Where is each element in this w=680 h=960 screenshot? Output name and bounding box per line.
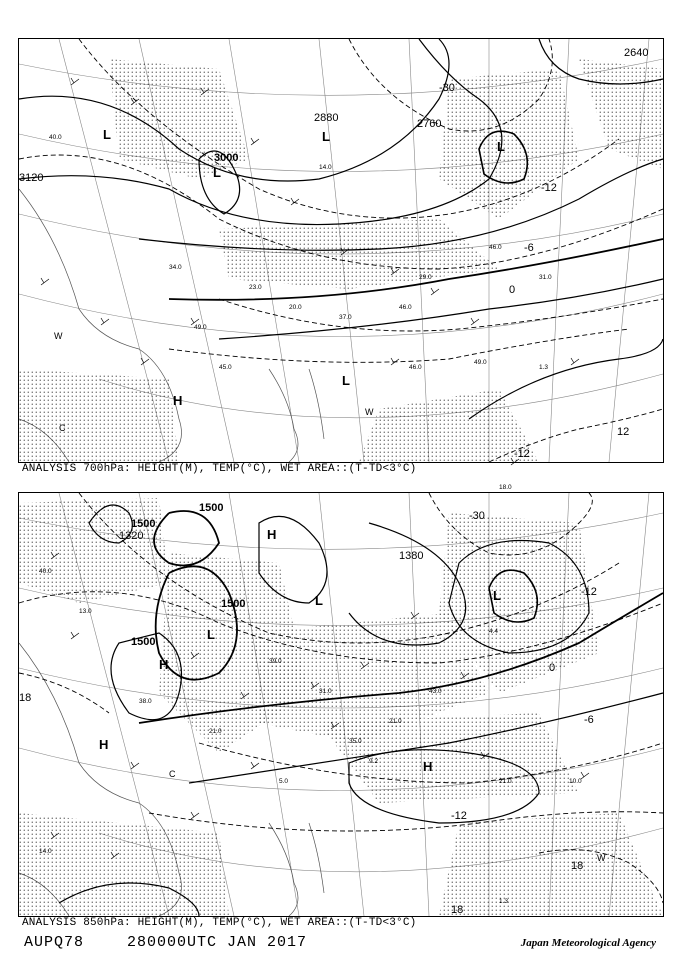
- svg-text:1.3: 1.3: [539, 364, 549, 371]
- temperature-label: -12: [451, 810, 467, 822]
- svg-text:14.0: 14.0: [39, 848, 52, 855]
- map-panel-850hpa: [18, 492, 664, 917]
- svg-text:46.0: 46.0: [409, 364, 422, 371]
- svg-text:34.0: 34.0: [169, 264, 182, 271]
- svg-text:18.0: 18.0: [499, 484, 512, 491]
- temperature-label: 0: [509, 284, 516, 296]
- temperature-label: 18: [19, 692, 32, 704]
- valid-time: 280000UTC JAN 2017: [127, 934, 308, 951]
- svg-text:46.0: 46.0: [489, 244, 502, 251]
- svg-text:45.0: 45.0: [219, 364, 232, 371]
- height-label: 1500: [131, 636, 156, 648]
- svg-text:20.0: 20.0: [289, 304, 302, 311]
- height-label: 1320: [119, 530, 144, 542]
- height-label: 1500: [131, 518, 156, 530]
- agency-credit: Japan Meteorological Agency: [520, 937, 656, 949]
- cold-center: C: [169, 769, 176, 779]
- low-center: L: [207, 627, 215, 642]
- low-center: L: [497, 139, 505, 154]
- temperature-label: -12: [581, 586, 597, 598]
- cold-center: C: [59, 423, 66, 433]
- temperature-label: -12: [514, 448, 530, 460]
- low-center: L: [322, 129, 330, 144]
- svg-text:35.0: 35.0: [349, 738, 362, 745]
- svg-text:43.0: 43.0: [429, 688, 442, 695]
- temperature-label: -6: [524, 242, 534, 254]
- temperature-label: 12: [617, 426, 630, 438]
- svg-text:49.0: 49.0: [474, 359, 487, 366]
- warm-center: W: [365, 407, 374, 417]
- svg-text:4.4: 4.4: [489, 628, 499, 635]
- svg-text:1.3: 1.3: [499, 898, 509, 905]
- svg-text:5.0: 5.0: [279, 778, 289, 785]
- chart-id: AUPQ78: [24, 934, 85, 951]
- height-label: 2640: [624, 47, 649, 59]
- high-center: H: [99, 737, 109, 752]
- svg-text:40.0: 40.0: [49, 134, 62, 141]
- high-center: H: [423, 759, 433, 774]
- temperature-label: -30: [469, 510, 485, 522]
- low-center: L: [213, 165, 221, 180]
- height-label: 2760: [417, 118, 442, 130]
- svg-text:31.0: 31.0: [539, 274, 552, 281]
- height-label: 1500: [199, 502, 224, 514]
- svg-text:23.0: 23.0: [249, 284, 262, 291]
- height-label: 2880: [314, 112, 339, 124]
- height-label: 3120: [19, 172, 44, 184]
- svg-text:37.0: 37.0: [339, 314, 352, 321]
- wet-areas: [19, 498, 663, 916]
- svg-text:29.0: 29.0: [419, 274, 432, 281]
- panel-caption-850hpa: ANALYSIS 850hPa: HEIGHT(M), TEMP(°C), WET AREA::(T-TD<3°C): [22, 917, 417, 929]
- svg-text:31.0: 31.0: [319, 688, 332, 695]
- high-center: H: [173, 393, 183, 408]
- svg-text:14.0: 14.0: [319, 164, 332, 171]
- temperature-label: -12: [541, 182, 557, 194]
- low-center: L: [103, 127, 111, 142]
- high-center: H: [267, 527, 277, 542]
- svg-text:13.0: 13.0: [79, 608, 92, 615]
- height-label: 3000: [214, 152, 239, 164]
- height-label: 1380: [399, 550, 424, 562]
- svg-text:49.0: 49.0: [194, 324, 207, 331]
- temperature-label: -30: [439, 82, 455, 94]
- temperature-label: 0: [549, 662, 556, 674]
- low-center: L: [493, 588, 501, 603]
- svg-text:40.0: 40.0: [39, 568, 52, 575]
- low-center: L: [342, 373, 350, 388]
- warm-center: W: [597, 853, 606, 863]
- high-center: H: [159, 657, 169, 672]
- temperature-label: 18: [451, 904, 464, 916]
- svg-text:46.0: 46.0: [399, 304, 412, 311]
- svg-text:39.0: 39.0: [269, 658, 282, 665]
- svg-text:21.0: 21.0: [499, 778, 512, 785]
- warm-center: W: [54, 331, 63, 341]
- panel-caption-700hpa: ANALYSIS 700hPa: HEIGHT(M), TEMP(°C), WET AREA::(T-TD<3°C): [22, 463, 417, 475]
- svg-text:21.0: 21.0: [389, 718, 402, 725]
- temperature-label: 18: [571, 860, 584, 872]
- low-center: L: [315, 593, 323, 608]
- temperature-label: -6: [584, 714, 594, 726]
- svg-text:21.0: 21.0: [209, 728, 222, 735]
- svg-text:10.0: 10.0: [569, 778, 582, 785]
- height-label: 1500: [221, 598, 246, 610]
- svg-text:38.0: 38.0: [139, 698, 152, 705]
- map-850hpa: [19, 493, 663, 916]
- svg-text:9.2: 9.2: [369, 758, 379, 765]
